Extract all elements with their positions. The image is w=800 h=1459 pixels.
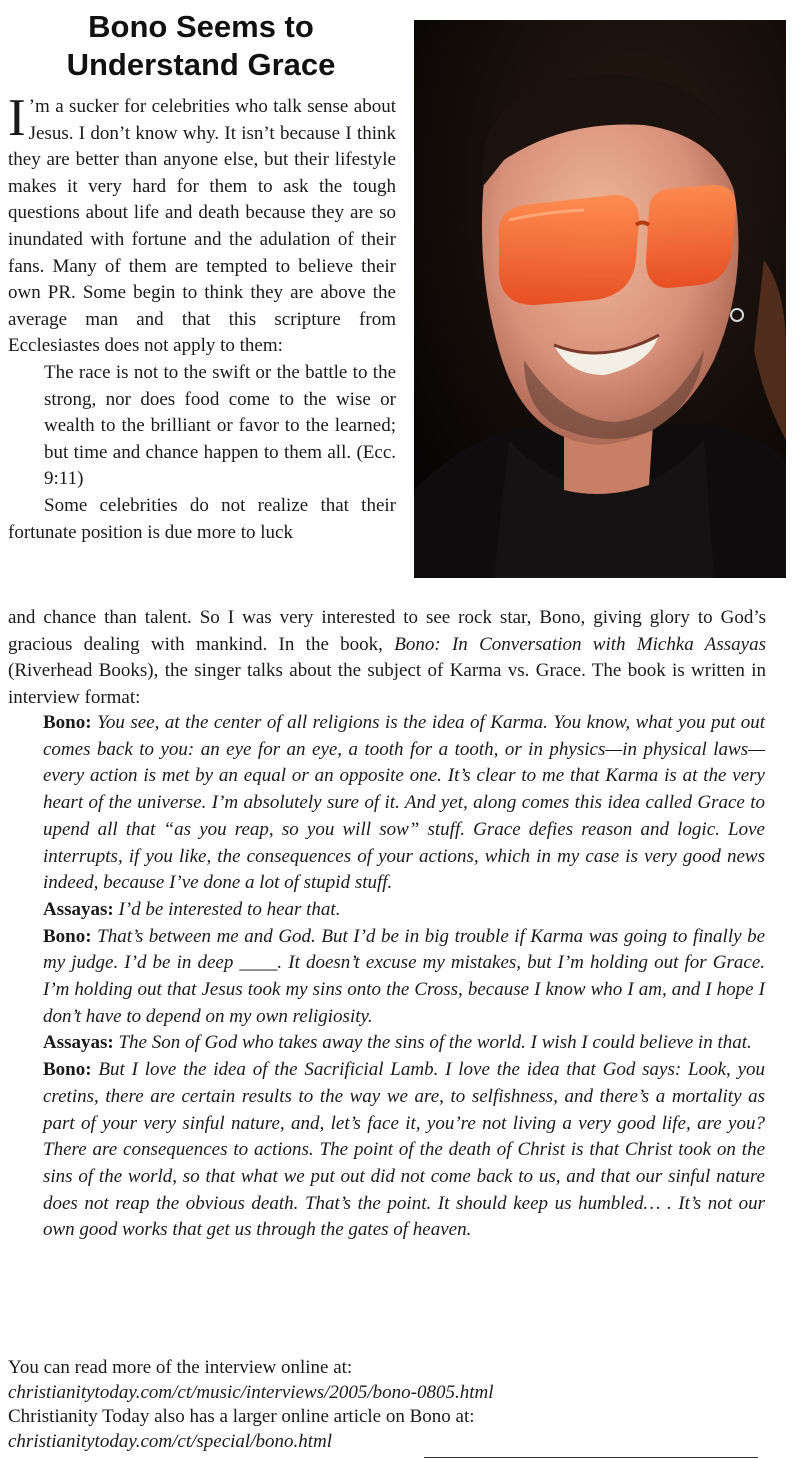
paragraph-2-text-b: (Riverhead Books), the singer talks about the subject of Karma vs. Grace. The book is written in interview format: xyxy=(8,660,766,708)
speaker-quote: That’s between me and God. But I’d be in big trouble if Karma was going to finally be my judge. I’d be in deep ____. It doesn’t excuse my mistakes, but I’m holding out for Grace. I’m holding out that Jesus took my sins onto the Cross, because I know who I am, and I hope I don’t have to depend on my own religiosity. xyxy=(43,925,766,1027)
speaker-name: Assayas xyxy=(43,1032,108,1054)
interview-url-link[interactable]: christianitytoday.com/ct/music/interviews/2005/bono-0805.html xyxy=(8,1381,494,1403)
interview-dialog xyxy=(43,710,765,1244)
title-line-1: Bono Seems to xyxy=(88,9,314,44)
speaker-quote: You see, at the center of all religions is the idea of Karma. You know, what you put out comes back to you: an eye for an eye, a tooth for a tooth, or in physics—in physical laws—every action is met by an equal or an opposite one. It’s clear to me that Karma is at the very heart of the universe. I’m absolutely sure of it. And yet, along comes this idea called Grace to upend all that “as you reap, so you will sow” stuff. Grace defies reason and logic. Love interrupts, if you like, the consequences of your actions, which in my case is very good news indeed, because I’ve done a lot of stupid stuff. xyxy=(43,712,766,894)
intro-text: ’m a sucker for celebrities who talk sense about Jesus. I don’t know why. It isn’t because I think they are better than anyone else, but their lifestyle makes it very hard for them to ask the tough questions about life and death because they are so inundated with fortune and the adulation of their fans. Many of them are tempted to believe their own PR. Some begin to think they are above the average man and that this scripture from Ecclesiastes does not apply to them: xyxy=(8,96,396,357)
speaker-name: Bono xyxy=(43,925,86,947)
paragraph-2-continuation xyxy=(8,605,766,711)
paragraph-2-text-a: and chance than talent. So I was very interested to see rock star, Bono, giving glory to God’s gracious dealing with mankind. In the book, xyxy=(8,607,766,655)
bottom-rule xyxy=(424,1457,758,1458)
drop-cap: I xyxy=(8,89,26,147)
bono-portrait-image xyxy=(414,20,786,578)
paragraph-2-column-part: Some celebrities do not realize that their fortunate position is due more to luck xyxy=(8,494,396,543)
speaker-name: Assayas xyxy=(43,898,108,920)
dialog-entry: Assayas: The Son of God who takes away the sins of the world. I wish I could believe in that. xyxy=(43,1032,752,1054)
intro-paragraph xyxy=(8,89,396,360)
full-width-paragraph xyxy=(8,605,766,711)
book-title: Bono: In Conversation with Michka Assayas xyxy=(394,633,766,655)
speaker-quote: I’d be interested to hear that. xyxy=(118,898,341,920)
dialog-entry: Assayas: I’d be interested to hear that. xyxy=(43,898,341,920)
footer-links xyxy=(8,1356,788,1454)
footer-line-1: You can read more of the interview online at: xyxy=(8,1357,353,1378)
dialog-entry: Bono: That’s between me and God. But I’d be in big trouble if Karma was going to finally be my judge. I’d be in deep ____. It doesn’t excuse my mistakes, but I’m holding out for Grace. I’m holding out that Jesus took my sins onto the Cross, because I know who I am, and I hope I don’t have to depend on my own religiosity. xyxy=(43,925,766,1027)
footer-line-2: Christianity Today also has a larger online article on Bono at: xyxy=(8,1406,475,1427)
speaker-quote: The Son of God who takes away the sins of the world. I wish I could believe in that. xyxy=(118,1032,752,1054)
scripture-quote: The race is not to the swift or the battle to the strong, nor does food come to the wise or wealth to the brilliant or favor to the learned; but time and chance happen to them all. (Ecc. 9:11) xyxy=(44,361,396,490)
bono-photo xyxy=(414,20,786,578)
dialog-entry: Bono: But I love the idea of the Sacrificial Lamb. I love the idea that God says: Look, you cretins, there are certain results to the way we are, to selfishness, and there’s a mortality as part of your very sinful nature, and, let’s face it, you’re not living a very good life, are you? There are consequences to actions. The point of the death of Christ is that Christ took on the sins of the world, so that what we put out did not come back to us, and that our sinful nature does not reap the obvious death. That’s the point. It should keep us humbled… . It’s not our own good works that get us through the gates of heaven. xyxy=(43,1059,765,1241)
dialog-entry: Bono: You see, at the center of all religions is the idea of Karma. You know, what you put out comes back to you: an eye for an eye, a tooth for a tooth, or in physics—in physical laws—every action is met by an equal or an opposite one. It’s clear to me that Karma is at the very heart of the universe. I’m absolutely sure of it. And yet, along comes this idea called Grace to upend all that “as you reap, so you will sow” stuff. Grace defies reason and logic. Love interrupts, if you like, the consequences of your actions, which in my case is very good news indeed, because I’ve done a lot of stupid stuff. xyxy=(43,712,766,894)
speaker-name: Bono xyxy=(43,712,86,733)
article-url-link[interactable]: christianitytoday.com/ct/special/bono.html xyxy=(8,1430,333,1452)
speaker-quote: But I love the idea of the Sacrificial Lamb. I love the idea that God says: Look, you cretins, there are certain results to the way we are, to selfishness, and there’s a mortality as part of your very sinful nature, and, let’s face it, you’re not living a very good life, are you? There are consequences to actions. The point of the death of Christ is that Christ took on the sins of the world, so that what we put out did not come back to us, and that our sinful nature does not reap the obvious death. That’s the point. It should keep us humbled… . It’s not our own good works that get us through the gates of heaven. xyxy=(43,1059,765,1241)
title-line-2: Understand Grace xyxy=(66,47,336,82)
intro-column xyxy=(8,89,396,546)
speaker-name: Bono xyxy=(43,1059,86,1081)
article-title xyxy=(8,8,394,84)
